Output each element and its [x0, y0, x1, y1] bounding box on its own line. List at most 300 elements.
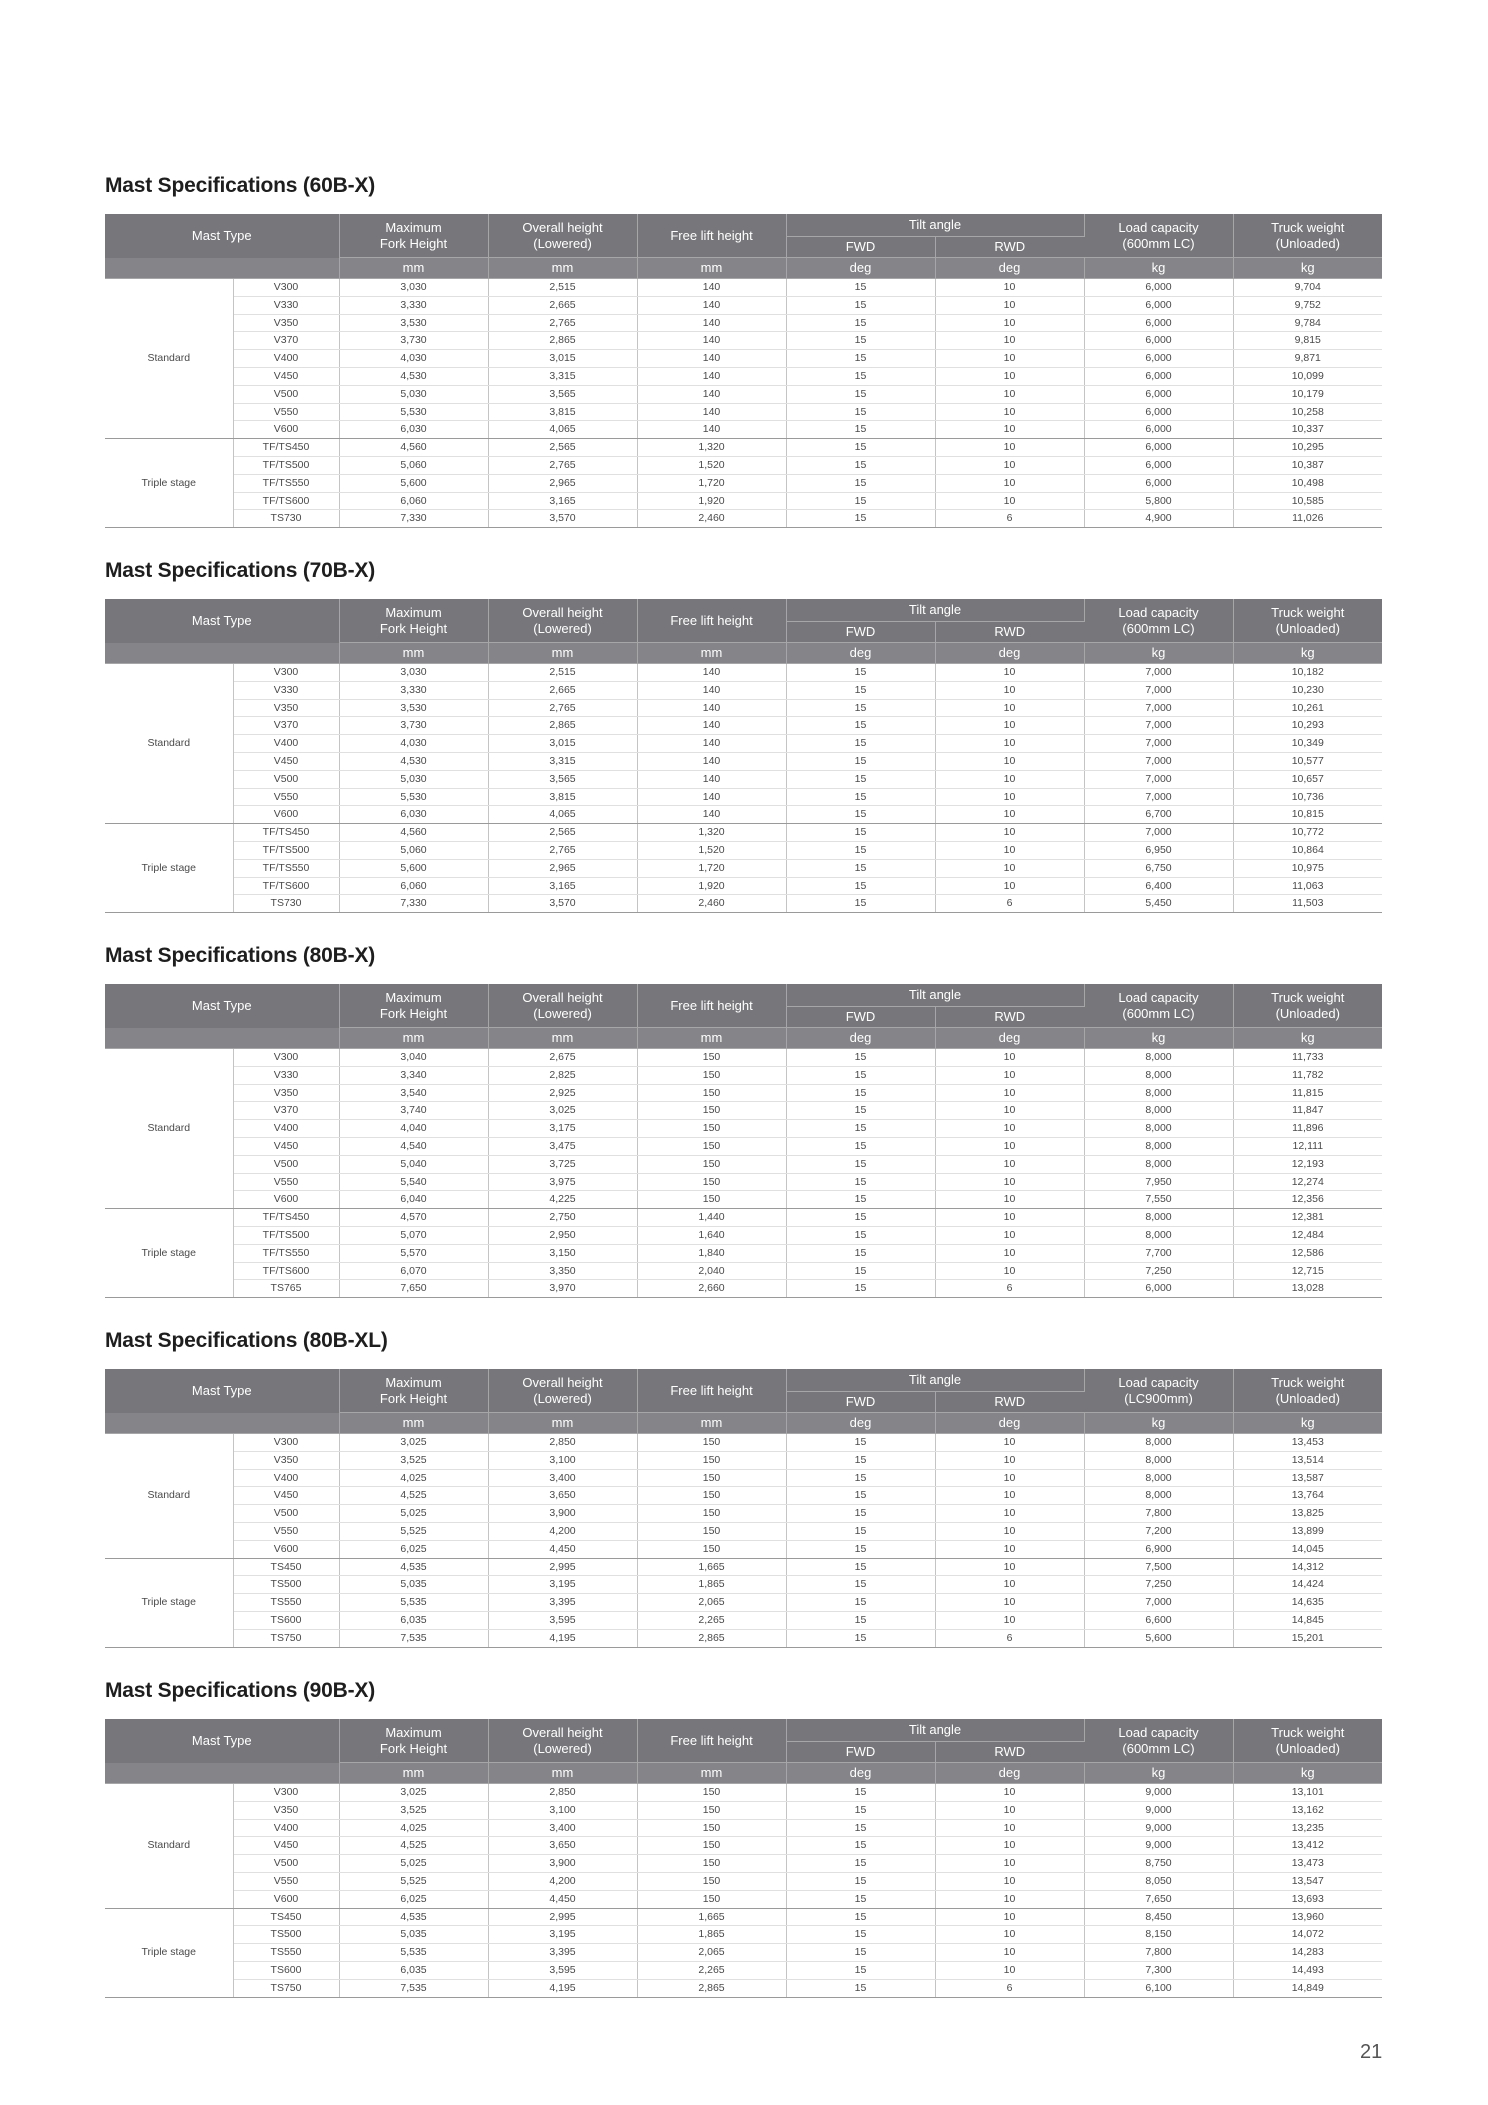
- table-cell: 7,300: [1084, 1961, 1233, 1979]
- mast-model-cell: V350: [233, 1451, 339, 1469]
- mast-model-cell: V400: [233, 350, 339, 368]
- table-cell: 15: [786, 1872, 935, 1890]
- table-cell: 150: [637, 1469, 786, 1487]
- table-cell: 13,453: [1233, 1434, 1382, 1452]
- table-row: [105, 664, 1382, 682]
- mast-model-cell: TS750: [233, 1979, 339, 1997]
- table-cell: 10: [935, 474, 1084, 492]
- mast-model-cell: V350: [233, 1084, 339, 1102]
- table-row: [105, 1926, 1382, 1944]
- table-cell: 3,340: [339, 1066, 488, 1084]
- table-cell: 1,320: [637, 824, 786, 842]
- free-lift-height-header: Free lift height: [637, 1369, 786, 1413]
- table-cell: 15: [786, 1594, 935, 1612]
- table-row: [105, 279, 1382, 297]
- table-cell: 7,700: [1084, 1244, 1233, 1262]
- table-cell: 2,950: [488, 1226, 637, 1244]
- table-cell: 4,195: [488, 1979, 637, 1997]
- load-capacity-header: Load capacity (LC900mm): [1084, 1369, 1233, 1413]
- table-cell: 10: [935, 681, 1084, 699]
- table-cell: 1,920: [637, 877, 786, 895]
- mast-model-cell: V500: [233, 385, 339, 403]
- mast-model-cell: V300: [233, 279, 339, 297]
- table-cell: 10: [935, 1155, 1084, 1173]
- table-cell: 9,000: [1084, 1801, 1233, 1819]
- table-cell: 14,493: [1233, 1961, 1382, 1979]
- table-cell: 5,540: [339, 1173, 488, 1191]
- max-fork-height-header: Maximum Fork Height: [339, 214, 488, 258]
- table-row: [105, 1487, 1382, 1505]
- table-cell: 3,815: [488, 403, 637, 421]
- table-cell: 10,864: [1233, 841, 1382, 859]
- table-cell: 1,665: [637, 1908, 786, 1926]
- table-cell: 15: [786, 1262, 935, 1280]
- table-cell: 2,565: [488, 439, 637, 457]
- table-body: [105, 664, 1382, 913]
- table-cell: 2,865: [488, 717, 637, 735]
- table-row: [105, 1505, 1382, 1523]
- table-cell: 15: [786, 770, 935, 788]
- truck-weight-header: Truck weight (Unloaded): [1233, 984, 1382, 1028]
- table-cell: 3,570: [488, 510, 637, 528]
- table-cell: 3,975: [488, 1173, 637, 1191]
- unit-cell: deg: [935, 1763, 1084, 1784]
- table-cell: 140: [637, 717, 786, 735]
- table-cell: 13,101: [1233, 1784, 1382, 1802]
- table-cell: 3,595: [488, 1611, 637, 1629]
- table-cell: 140: [637, 770, 786, 788]
- table-row: [105, 1120, 1382, 1138]
- unit-cell: kg: [1084, 643, 1233, 664]
- mast-model-cell: V550: [233, 1173, 339, 1191]
- mast-model-cell: V550: [233, 1522, 339, 1540]
- table-cell: 7,535: [339, 1629, 488, 1647]
- table-row: [105, 877, 1382, 895]
- table-cell: 150: [637, 1451, 786, 1469]
- table-cell: 3,900: [488, 1505, 637, 1523]
- table-cell: 4,030: [339, 350, 488, 368]
- table-cell: 2,965: [488, 474, 637, 492]
- table-cell: 4,530: [339, 367, 488, 385]
- table-body: [105, 1784, 1382, 1998]
- table-cell: 10: [935, 1594, 1084, 1612]
- table-cell: 15: [786, 1926, 935, 1944]
- table-cell: 10: [935, 1576, 1084, 1594]
- table-cell: 13,162: [1233, 1801, 1382, 1819]
- table-row: [105, 350, 1382, 368]
- table-cell: 15: [786, 859, 935, 877]
- table-row: [105, 1961, 1382, 1979]
- table-cell: 10: [935, 421, 1084, 439]
- unit-cell: mm: [637, 1028, 786, 1049]
- mast-group-label: Triple stage: [105, 439, 233, 528]
- truck-weight-header: Truck weight (Unloaded): [1233, 599, 1382, 643]
- table-cell: 13,764: [1233, 1487, 1382, 1505]
- table-cell: 15: [786, 1611, 935, 1629]
- table-row: [105, 1084, 1382, 1102]
- table-cell: 10: [935, 1819, 1084, 1837]
- mast-group-label: Triple stage: [105, 824, 233, 913]
- mast-model-cell: V300: [233, 1049, 339, 1067]
- table-cell: 15: [786, 1434, 935, 1452]
- table-cell: 4,535: [339, 1908, 488, 1926]
- table-cell: 10: [935, 492, 1084, 510]
- table-cell: 5,040: [339, 1155, 488, 1173]
- table-cell: 10: [935, 1434, 1084, 1452]
- table-cell: 10: [935, 1558, 1084, 1576]
- tilt-angle-header: Tilt angle: [786, 599, 1084, 622]
- free-lift-height-header: Free lift height: [637, 984, 786, 1028]
- table-cell: 5,800: [1084, 492, 1233, 510]
- mast-model-cell: V400: [233, 1819, 339, 1837]
- table-cell: 10,293: [1233, 717, 1382, 735]
- mast-model-cell: V450: [233, 1837, 339, 1855]
- table-cell: 1,640: [637, 1226, 786, 1244]
- table-row: [105, 1801, 1382, 1819]
- table-cell: 10: [935, 332, 1084, 350]
- table-cell: 2,865: [488, 332, 637, 350]
- table-cell: 140: [637, 664, 786, 682]
- table-cell: 15: [786, 824, 935, 842]
- table-cell: 5,535: [339, 1944, 488, 1962]
- mast-model-cell: TS765: [233, 1280, 339, 1298]
- table-cell: 15: [786, 1784, 935, 1802]
- table-row: [105, 403, 1382, 421]
- table-cell: 14,045: [1233, 1540, 1382, 1558]
- table-cell: 140: [637, 385, 786, 403]
- table-cell: 10,295: [1233, 439, 1382, 457]
- table-cell: 7,000: [1084, 735, 1233, 753]
- table-cell: 10: [935, 296, 1084, 314]
- unit-cell: kg: [1233, 643, 1382, 664]
- overall-height-header: Overall height (Lowered): [488, 214, 637, 258]
- table-row: [105, 1890, 1382, 1908]
- mast-model-cell: V500: [233, 1855, 339, 1873]
- table-cell: 3,900: [488, 1855, 637, 1873]
- table-row: [105, 510, 1382, 528]
- unit-blank: [105, 1413, 339, 1434]
- mast-model-cell: TS550: [233, 1594, 339, 1612]
- table-cell: 10,258: [1233, 403, 1382, 421]
- table-cell: 7,800: [1084, 1505, 1233, 1523]
- table-cell: 140: [637, 806, 786, 824]
- unit-cell: mm: [488, 1413, 637, 1434]
- table-cell: 1,865: [637, 1576, 786, 1594]
- mast-model-cell: V600: [233, 1540, 339, 1558]
- table-cell: 11,815: [1233, 1084, 1382, 1102]
- table-cell: 15: [786, 1173, 935, 1191]
- table-body: [105, 279, 1382, 528]
- mast-spec-table: [105, 984, 1382, 1298]
- table-cell: 4,525: [339, 1837, 488, 1855]
- unit-blank: [105, 258, 339, 279]
- unit-cell: kg: [1084, 1413, 1233, 1434]
- table-cell: 15: [786, 1629, 935, 1647]
- table-cell: 9,871: [1233, 350, 1382, 368]
- mast-model-cell: V330: [233, 1066, 339, 1084]
- table-cell: 10,230: [1233, 681, 1382, 699]
- table-cell: 15: [786, 279, 935, 297]
- table-cell: 7,000: [1084, 788, 1233, 806]
- mast-model-cell: TF/TS600: [233, 877, 339, 895]
- table-row: [105, 1629, 1382, 1647]
- table-row: [105, 788, 1382, 806]
- table-cell: 15: [786, 1819, 935, 1837]
- table-cell: 10,975: [1233, 859, 1382, 877]
- unit-blank: [105, 1763, 339, 1784]
- table-cell: 5,600: [1084, 1629, 1233, 1647]
- table-cell: 14,312: [1233, 1558, 1382, 1576]
- max-fork-height-header: Maximum Fork Height: [339, 984, 488, 1028]
- table-row: [105, 1226, 1382, 1244]
- unit-cell: mm: [488, 643, 637, 664]
- mast-model-cell: TF/TS450: [233, 824, 339, 842]
- table-cell: 10: [935, 717, 1084, 735]
- mast-model-cell: V350: [233, 314, 339, 332]
- table-cell: 15: [786, 1487, 935, 1505]
- table-cell: 140: [637, 421, 786, 439]
- mast-model-cell: TF/TS500: [233, 456, 339, 474]
- rwd-header: RWD: [935, 622, 1084, 643]
- table-cell: 11,782: [1233, 1066, 1382, 1084]
- table-cell: 14,072: [1233, 1926, 1382, 1944]
- mast-model-cell: V400: [233, 735, 339, 753]
- table-cell: 10: [935, 1505, 1084, 1523]
- table-cell: 3,400: [488, 1469, 637, 1487]
- table-cell: 6,040: [339, 1191, 488, 1209]
- table-cell: 4,200: [488, 1872, 637, 1890]
- table-cell: 5,450: [1084, 895, 1233, 913]
- table-cell: 8,000: [1084, 1155, 1233, 1173]
- table-row: [105, 1522, 1382, 1540]
- mast-group-label: Triple stage: [105, 1558, 233, 1647]
- table-cell: 7,550: [1084, 1191, 1233, 1209]
- table-cell: 12,274: [1233, 1173, 1382, 1191]
- table-row: [105, 806, 1382, 824]
- table-cell: 8,000: [1084, 1102, 1233, 1120]
- table-row: [105, 1540, 1382, 1558]
- table-cell: 11,896: [1233, 1120, 1382, 1138]
- table-cell: 15: [786, 1102, 935, 1120]
- mast-model-cell: TS730: [233, 895, 339, 913]
- table-cell: 15: [786, 1944, 935, 1962]
- unit-cell: mm: [339, 258, 488, 279]
- table-row: [105, 1066, 1382, 1084]
- table-cell: 10: [935, 859, 1084, 877]
- table-cell: 3,025: [339, 1784, 488, 1802]
- table-row: [105, 1576, 1382, 1594]
- max-fork-height-header: Maximum Fork Height: [339, 599, 488, 643]
- table-row: [105, 1102, 1382, 1120]
- table-cell: 10: [935, 1487, 1084, 1505]
- mast-spec-section: [105, 556, 1381, 913]
- unit-cell: kg: [1233, 258, 1382, 279]
- table-cell: 3,030: [339, 279, 488, 297]
- max-fork-height-header: Maximum Fork Height: [339, 1719, 488, 1763]
- table-cell: 6,600: [1084, 1611, 1233, 1629]
- table-cell: 14,845: [1233, 1611, 1382, 1629]
- table-cell: 6,025: [339, 1890, 488, 1908]
- table-cell: 10: [935, 1855, 1084, 1873]
- table-cell: 13,547: [1233, 1872, 1382, 1890]
- mast-model-cell: V600: [233, 421, 339, 439]
- table-cell: 1,665: [637, 1558, 786, 1576]
- unit-cell: deg: [935, 1413, 1084, 1434]
- table-cell: 15: [786, 717, 935, 735]
- table-cell: 8,000: [1084, 1137, 1233, 1155]
- table-row: [105, 1244, 1382, 1262]
- table-cell: 1,520: [637, 841, 786, 859]
- table-cell: 15: [786, 1469, 935, 1487]
- table-cell: 2,460: [637, 510, 786, 528]
- table-cell: 14,849: [1233, 1979, 1382, 1997]
- table-cell: 7,330: [339, 895, 488, 913]
- unit-cell: deg: [786, 1413, 935, 1434]
- table-cell: 8,000: [1084, 1049, 1233, 1067]
- mast-model-cell: V350: [233, 699, 339, 717]
- table-cell: 3,195: [488, 1576, 637, 1594]
- table-cell: 3,350: [488, 1262, 637, 1280]
- table-cell: 15: [786, 385, 935, 403]
- table-cell: 6: [935, 1629, 1084, 1647]
- table-cell: 11,733: [1233, 1049, 1382, 1067]
- table-cell: 8,750: [1084, 1855, 1233, 1873]
- table-cell: 7,330: [339, 510, 488, 528]
- mast-model-cell: V300: [233, 1434, 339, 1452]
- table-cell: 6,035: [339, 1961, 488, 1979]
- table-cell: 13,587: [1233, 1469, 1382, 1487]
- mast-type-header: Mast Type: [105, 1719, 339, 1763]
- table-row: [105, 1594, 1382, 1612]
- table-cell: 15: [786, 1084, 935, 1102]
- mast-group-label: Standard: [105, 1049, 233, 1209]
- unit-cell: mm: [339, 1763, 488, 1784]
- table-cell: 6,000: [1084, 439, 1233, 457]
- table-cell: 10: [935, 1784, 1084, 1802]
- table-cell: 4,450: [488, 1890, 637, 1908]
- table-row: [105, 1558, 1382, 1576]
- mast-model-cell: V350: [233, 1801, 339, 1819]
- unit-cell: kg: [1233, 1763, 1382, 1784]
- table-row: [105, 1855, 1382, 1873]
- table-cell: 15: [786, 1801, 935, 1819]
- table-cell: 12,586: [1233, 1244, 1382, 1262]
- mast-spec-table: [105, 1369, 1382, 1648]
- table-cell: 10: [935, 367, 1084, 385]
- table-cell: 4,560: [339, 439, 488, 457]
- table-cell: 3,570: [488, 895, 637, 913]
- table-row: [105, 314, 1382, 332]
- table-body: [105, 1434, 1382, 1648]
- table-cell: 6,000: [1084, 314, 1233, 332]
- tilt-angle-header: Tilt angle: [786, 1369, 1084, 1392]
- mast-model-cell: TF/TS600: [233, 1262, 339, 1280]
- table-cell: 7,200: [1084, 1522, 1233, 1540]
- table-cell: 2,850: [488, 1784, 637, 1802]
- table-cell: 5,035: [339, 1926, 488, 1944]
- table-cell: 5,030: [339, 770, 488, 788]
- table-cell: 15: [786, 841, 935, 859]
- table-row: [105, 735, 1382, 753]
- mast-group-label: Triple stage: [105, 1908, 233, 1997]
- mast-model-cell: TF/TS450: [233, 1209, 339, 1227]
- unit-cell: deg: [786, 1763, 935, 1784]
- table-cell: 8,000: [1084, 1066, 1233, 1084]
- mast-model-cell: TF/TS500: [233, 1226, 339, 1244]
- table-cell: 8,450: [1084, 1908, 1233, 1926]
- truck-weight-header: Truck weight (Unloaded): [1233, 1719, 1382, 1763]
- mast-model-cell: TS450: [233, 1558, 339, 1576]
- free-lift-height-header: Free lift height: [637, 1719, 786, 1763]
- mast-group-label: Triple stage: [105, 1209, 233, 1298]
- table-cell: 11,503: [1233, 895, 1382, 913]
- table-cell: 10: [935, 1209, 1084, 1227]
- table-cell: 3,395: [488, 1594, 637, 1612]
- mast-model-cell: V500: [233, 1155, 339, 1173]
- table-cell: 14,424: [1233, 1576, 1382, 1594]
- mast-model-cell: V330: [233, 296, 339, 314]
- table-cell: 10: [935, 735, 1084, 753]
- table-cell: 3,030: [339, 664, 488, 682]
- table-cell: 6,000: [1084, 296, 1233, 314]
- table-cell: 3,330: [339, 681, 488, 699]
- table-cell: 10: [935, 279, 1084, 297]
- table-cell: 10: [935, 1801, 1084, 1819]
- load-capacity-header: Load capacity (600mm LC): [1084, 984, 1233, 1028]
- table-cell: 2,865: [637, 1629, 786, 1647]
- tilt-angle-header: Tilt angle: [786, 1719, 1084, 1742]
- table-cell: 15: [786, 367, 935, 385]
- table-cell: 1,865: [637, 1926, 786, 1944]
- mast-model-cell: V500: [233, 770, 339, 788]
- table-cell: 150: [637, 1066, 786, 1084]
- table-cell: 6,025: [339, 1540, 488, 1558]
- table-cell: 2,995: [488, 1558, 637, 1576]
- table-cell: 10,657: [1233, 770, 1382, 788]
- table-cell: 3,015: [488, 350, 637, 368]
- table-cell: 14,635: [1233, 1594, 1382, 1612]
- table-cell: 10: [935, 1191, 1084, 1209]
- mast-model-cell: V600: [233, 1191, 339, 1209]
- table-row: [105, 1469, 1382, 1487]
- table-cell: 4,065: [488, 421, 637, 439]
- table-cell: 10,179: [1233, 385, 1382, 403]
- table-cell: 15: [786, 456, 935, 474]
- table-cell: 3,025: [339, 1434, 488, 1452]
- unit-cell: deg: [935, 258, 1084, 279]
- table-cell: 140: [637, 332, 786, 350]
- table-cell: 2,065: [637, 1944, 786, 1962]
- table-row: [105, 699, 1382, 717]
- table-cell: 10: [935, 1120, 1084, 1138]
- mast-model-cell: V370: [233, 332, 339, 350]
- unit-cell: deg: [935, 643, 1084, 664]
- table-cell: 12,484: [1233, 1226, 1382, 1244]
- table-cell: 1,840: [637, 1244, 786, 1262]
- table-row: [105, 296, 1382, 314]
- table-cell: 10: [935, 385, 1084, 403]
- table-cell: 150: [637, 1137, 786, 1155]
- table-cell: 5,525: [339, 1872, 488, 1890]
- table-cell: 15: [786, 877, 935, 895]
- unit-cell: kg: [1233, 1028, 1382, 1049]
- table-cell: 10: [935, 1226, 1084, 1244]
- table-cell: 7,250: [1084, 1576, 1233, 1594]
- table-row: [105, 1451, 1382, 1469]
- table-cell: 140: [637, 735, 786, 753]
- table-cell: 3,565: [488, 770, 637, 788]
- fwd-header: FWD: [786, 237, 935, 258]
